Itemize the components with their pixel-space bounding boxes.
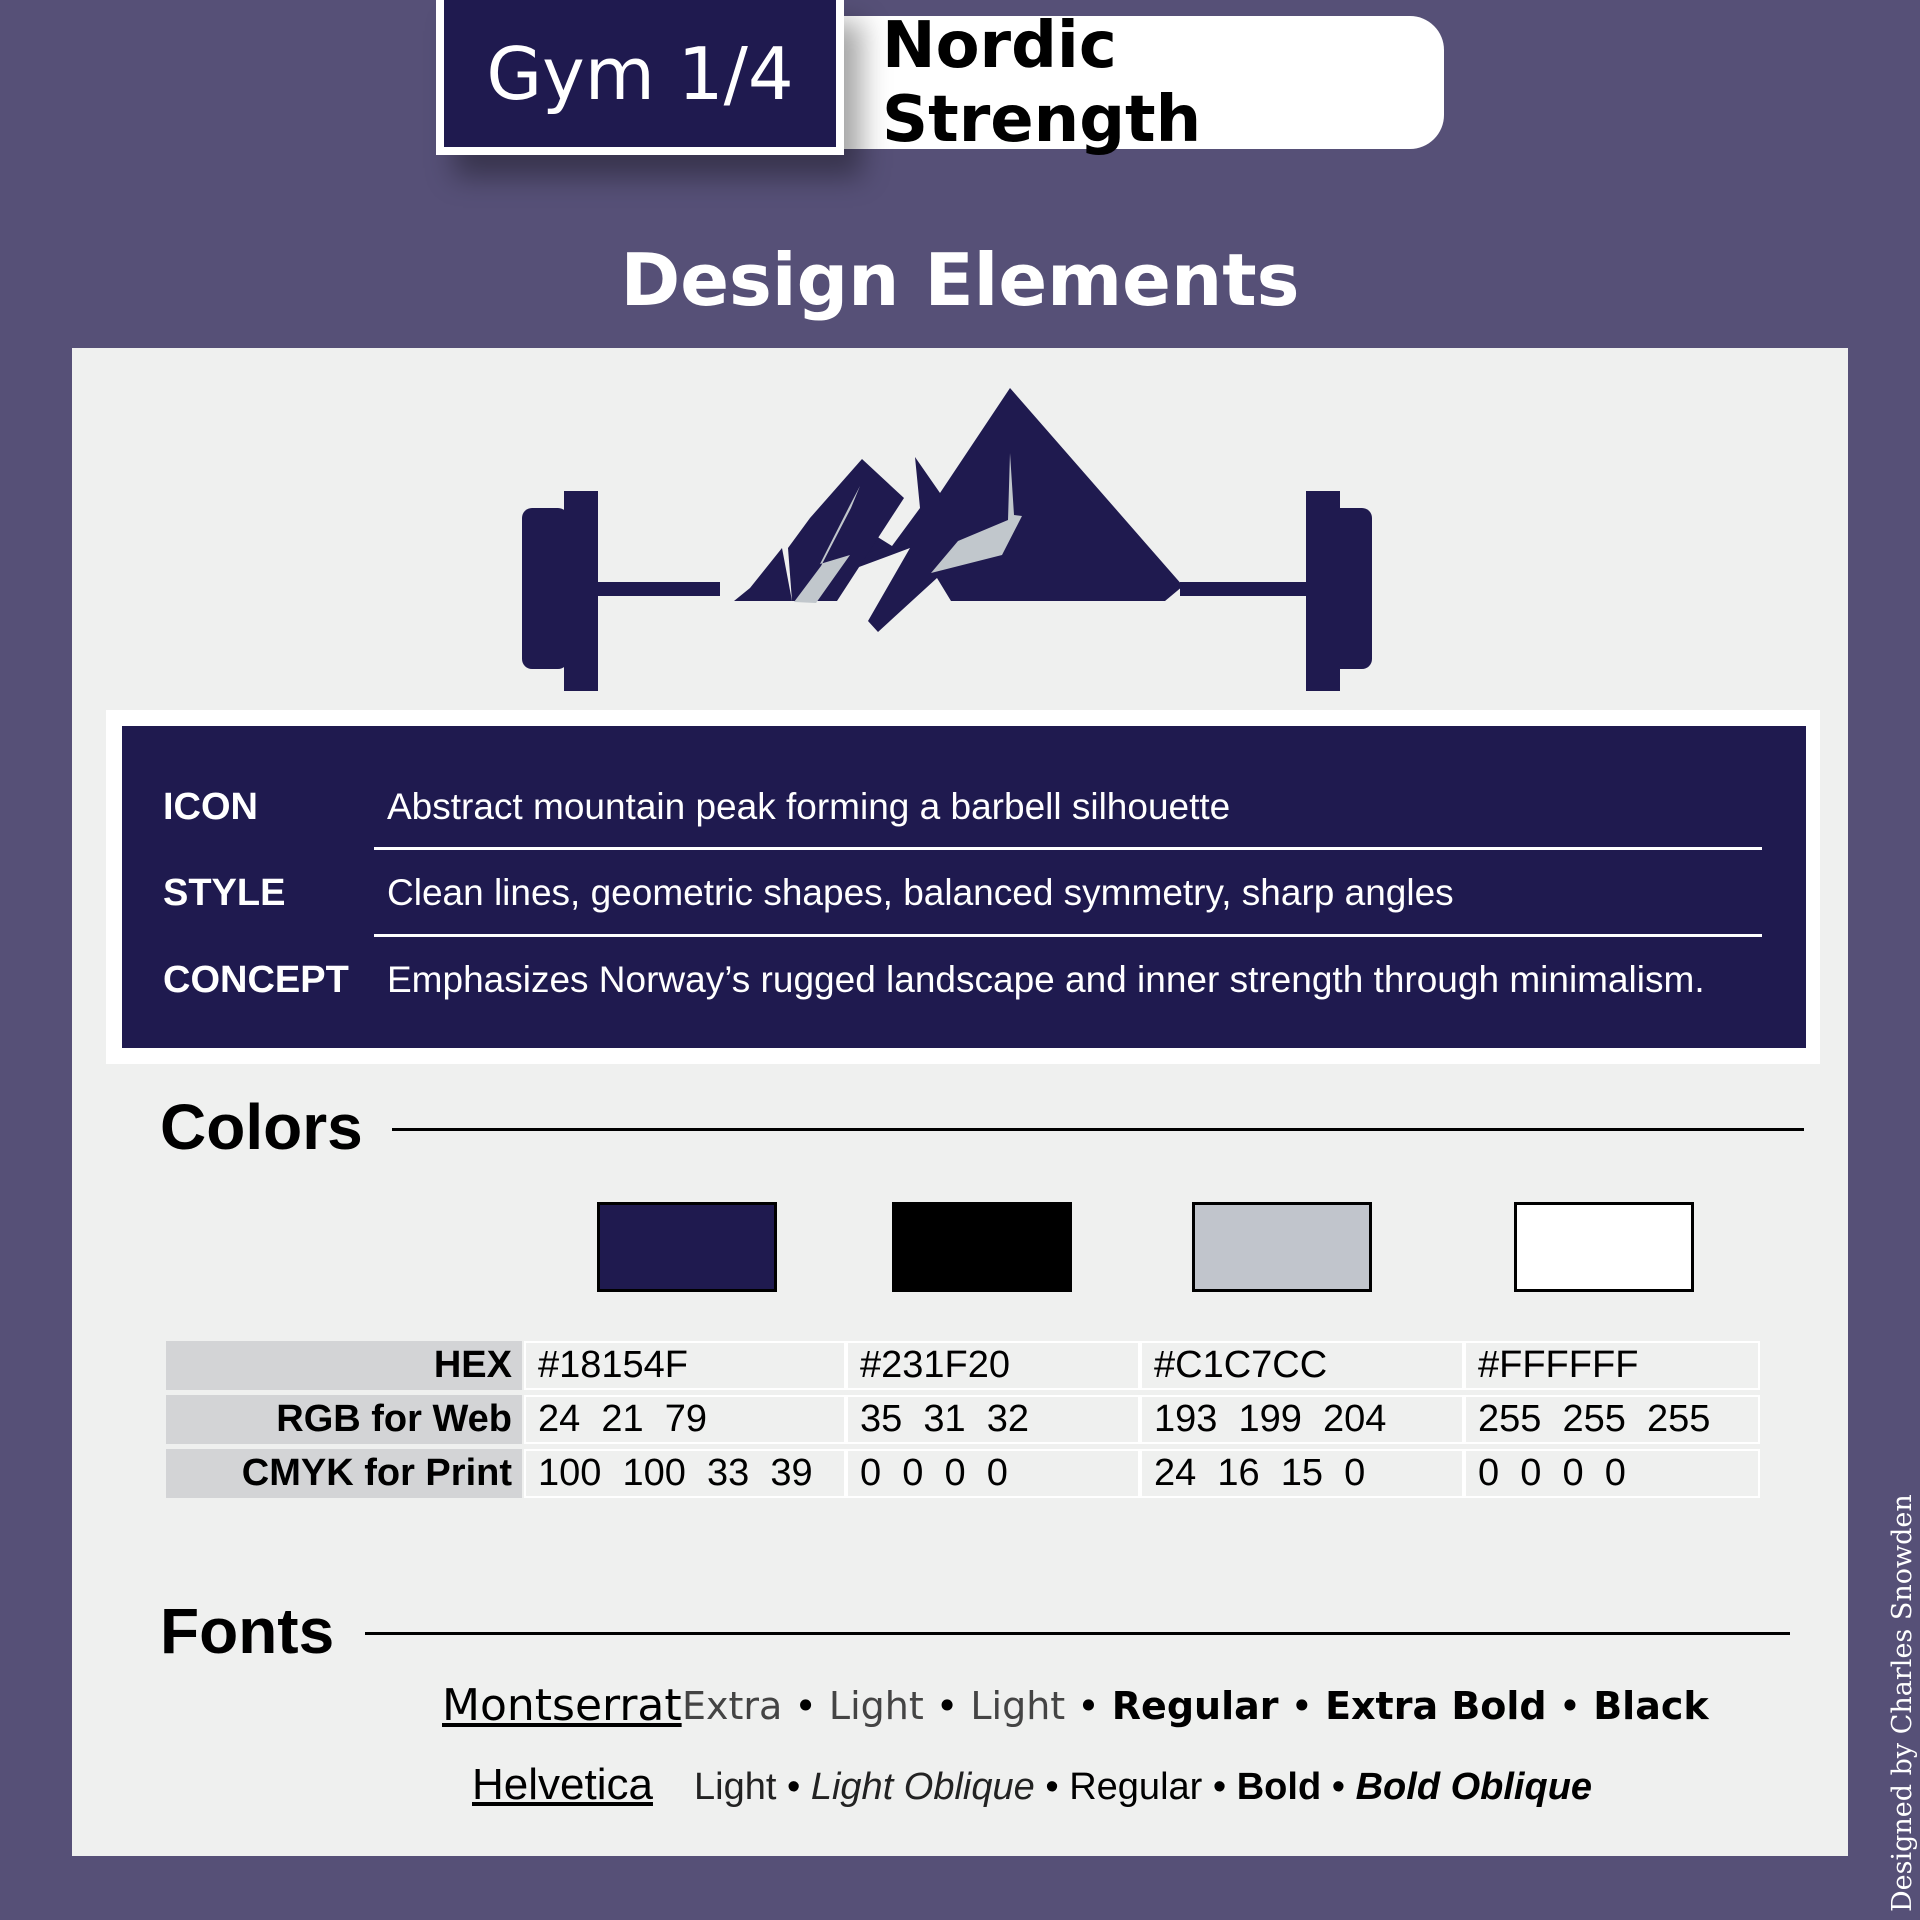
main-peak	[859, 388, 1183, 632]
designer-credit: Designed by Charles Snowden	[1887, 1494, 1918, 1912]
weight-sample: Bold	[1236, 1766, 1322, 1808]
font-name-helvetica: Helvetica	[472, 1760, 653, 1809]
rgb-value: 35 31 32	[846, 1395, 1140, 1444]
info-text-concept: Emphasizes Norway’s rugged landscape and inner strength through minimalism.	[387, 959, 1705, 1000]
right-bar	[1180, 582, 1310, 596]
weight-sample: Regular	[1111, 1684, 1279, 1728]
small-left-peak	[734, 548, 792, 601]
color-swatch-black	[892, 1202, 1072, 1292]
weight-sample: Bold Oblique	[1355, 1766, 1593, 1808]
row-header-rgb: RGB for Web	[166, 1395, 522, 1444]
info-text-style: Clean lines, geometric shapes, balanced symmetry, sharp angles	[387, 872, 1454, 913]
info-label-style: STYLE	[163, 872, 286, 914]
color-swatch-white	[1514, 1202, 1694, 1292]
weight-sample: Regular	[1069, 1766, 1203, 1808]
left-peak	[788, 459, 904, 601]
weight-sample: Light	[694, 1766, 777, 1808]
hex-value: #FFFFFF	[1464, 1341, 1760, 1390]
font-row-montserrat	[0, 1680, 1920, 1740]
cmyk-value: 100 100 33 39	[524, 1449, 846, 1498]
cmyk-value: 0 0 0 0	[846, 1449, 1140, 1498]
brand-name-tab	[820, 8, 1444, 157]
weight-sample: Light Oblique	[810, 1766, 1035, 1808]
mountain-barbell-icon	[520, 388, 1386, 693]
hex-value: #231F20	[846, 1341, 1140, 1390]
color-swatch-gray	[1192, 1202, 1372, 1292]
weight-sample: Black	[1593, 1684, 1709, 1728]
info-text-icon: Abstract mountain peak forming a barbell silhouette	[387, 786, 1231, 827]
font-row-helvetica	[0, 1760, 1920, 1820]
weight-sample: Light	[970, 1684, 1066, 1728]
gym-label: Gym 1/4	[486, 31, 794, 116]
rgb-value: 255 255 255	[1464, 1395, 1760, 1444]
info-label-icon: ICON	[163, 786, 258, 828]
hex-value: #C1C7CC	[1140, 1341, 1464, 1390]
gym-number-tab	[436, 0, 844, 155]
left-bar	[590, 582, 720, 596]
weight-sample: Extra Bold	[1325, 1684, 1547, 1728]
info-label-concept: CONCEPT	[163, 959, 349, 1001]
fonts-divider	[365, 1632, 1790, 1635]
rgb-value: 24 21 79	[524, 1395, 846, 1444]
colors-divider	[392, 1128, 1804, 1131]
info-divider	[374, 934, 1762, 937]
cmyk-value: 0 0 0 0	[1464, 1449, 1760, 1498]
font-weights-helvetica: Light • Light Oblique • Regular • Bold • Bold Oblique	[694, 1766, 1593, 1808]
rgb-value: 193 199 204	[1140, 1395, 1464, 1444]
font-name-montserrat: Montserrat	[442, 1680, 682, 1731]
weight-sample: Extra	[682, 1684, 783, 1728]
weight-sample: Light	[828, 1684, 924, 1728]
right-inner-plate	[1306, 491, 1340, 691]
info-divider	[374, 847, 1762, 850]
page-heading: Design Elements	[620, 238, 1300, 322]
colors-title: Colors	[160, 1091, 363, 1163]
row-header-cmyk: CMYK for Print	[166, 1449, 522, 1498]
cmyk-value: 24 16 15 0	[1140, 1449, 1464, 1498]
font-weights-montserrat: Extra • Light • Light • Regular • Extra Bold • Black	[682, 1684, 1709, 1728]
fonts-title: Fonts	[160, 1595, 335, 1667]
color-swatch-navy	[597, 1202, 777, 1292]
left-outer-plate	[522, 508, 568, 669]
brand-name: Nordic Strength	[882, 8, 1202, 157]
hex-value: #18154F	[524, 1341, 846, 1390]
row-header-hex: HEX	[166, 1341, 522, 1390]
